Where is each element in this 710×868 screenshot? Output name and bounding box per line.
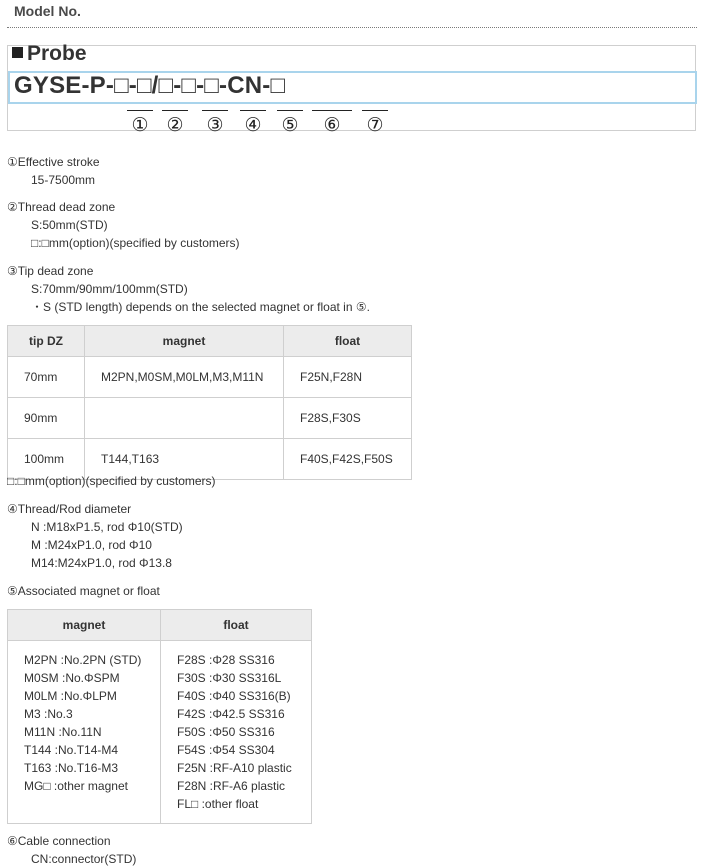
table-row xyxy=(8,398,412,439)
section-title: ⑤Associated magnet or float xyxy=(7,584,160,598)
model-code: GYSE-P-□-□/□-□-□-CN-□ xyxy=(14,72,286,99)
section-line: CN:connector(STD) xyxy=(31,852,137,866)
table-row xyxy=(8,641,312,824)
table-cell: 70mm xyxy=(8,357,85,398)
section-line: □:□mm(option)(specified by customers) xyxy=(7,474,216,488)
magnet-list-cell xyxy=(8,641,161,824)
list-item: T163 :No.T16-M3 xyxy=(24,761,119,775)
table-header-cell: magnet xyxy=(85,326,284,357)
float-list-cell xyxy=(161,641,312,824)
section-line: S:70mm/90mm/100mm(STD) xyxy=(31,282,188,296)
position-marker-7 xyxy=(362,110,388,136)
section-title: ⑥Cable connection xyxy=(7,834,111,848)
list-item: F42S :Φ42.5 SS316 xyxy=(177,707,285,721)
list-item: F40S :Φ40 SS316(B) xyxy=(177,689,291,703)
position-marker-5 xyxy=(277,110,303,136)
table-cell: T144,T163 xyxy=(85,439,284,480)
table-header-cell: float xyxy=(161,610,312,641)
position-label: ① xyxy=(131,114,149,136)
dotted-divider xyxy=(7,27,697,28)
table-cell: F25N,F28N xyxy=(284,357,412,398)
table-header-cell: tip DZ xyxy=(8,326,85,357)
section-cable-connection xyxy=(7,832,136,868)
table-row xyxy=(8,357,412,398)
list-item: FL□ :other float xyxy=(177,797,259,811)
section-title: ③Tip dead zone xyxy=(7,264,94,278)
list-item: F28N :RF-A6 plastic xyxy=(177,779,286,793)
section-line: S:50mm(STD) xyxy=(31,218,108,232)
section-line: □:□mm(option)(specified by customers) xyxy=(31,236,240,250)
section-line: M :M24xP1.0, rod Φ10 xyxy=(31,538,152,552)
section-line: N :M18xP1.5, rod Φ10(STD) xyxy=(31,520,183,534)
section-line: M14:M24xP1.0, rod Φ13.8 xyxy=(31,556,172,570)
section-associated-magnet-float xyxy=(7,582,160,600)
list-item: F30S :Φ30 SS316L xyxy=(177,671,282,685)
section-thread-rod-diameter xyxy=(7,500,183,572)
model-no-heading: Model No. xyxy=(14,3,81,19)
table-cell: F40S,F42S,F50S xyxy=(284,439,412,480)
table-cell: M2PN,M0SM,M0LM,M3,M11N xyxy=(85,357,284,398)
position-label: ⑤ xyxy=(281,114,299,136)
section-title: ④Thread/Rod diameter xyxy=(7,502,132,516)
table-cell: 100mm xyxy=(8,439,85,480)
tip-dead-zone-table xyxy=(7,325,412,480)
position-label: ④ xyxy=(244,114,262,136)
list-item: F50S :Φ50 SS316 xyxy=(177,725,275,739)
list-item: M2PN :No.2PN (STD) xyxy=(24,653,142,667)
position-marker-2 xyxy=(162,110,188,136)
position-marker-6 xyxy=(312,110,352,136)
list-item: T144 :No.T14-M4 xyxy=(24,743,119,757)
section-thread-dead-zone xyxy=(7,198,240,252)
magnet-float-table xyxy=(7,609,312,824)
list-item: F25N :RF-A10 plastic xyxy=(177,761,292,775)
position-marker-4 xyxy=(240,110,266,136)
list-item: M0LM :No.ΦLPM xyxy=(24,689,117,703)
probe-title-text: Probe xyxy=(27,42,87,65)
position-label: ③ xyxy=(206,114,224,136)
table-header-cell: magnet xyxy=(8,610,161,641)
section-note: ・S (STD length) depends on the selected magnet or float in ⑤. xyxy=(31,300,370,314)
list-item: MG□ :other magnet xyxy=(24,779,128,793)
list-item: F54S :Φ54 SS304 xyxy=(177,743,275,757)
position-label: ⑦ xyxy=(366,114,384,136)
position-label: ② xyxy=(166,114,184,136)
table-header-row xyxy=(8,610,312,641)
section-title: ②Thread dead zone xyxy=(7,200,116,214)
list-item: M0SM :No.ΦSPM xyxy=(24,671,120,685)
table-header-cell: float xyxy=(284,326,412,357)
position-label: ⑥ xyxy=(323,114,341,136)
table-header-row xyxy=(8,326,412,357)
list-item: F28S :Φ28 SS316 xyxy=(177,653,275,667)
section-tip-dead-zone xyxy=(7,262,370,316)
tip-option-note xyxy=(7,472,216,490)
table-cell: 90mm xyxy=(8,398,85,439)
list-item: M11N :No.11N xyxy=(24,725,102,739)
position-marker-3 xyxy=(202,110,228,136)
list-item: M3 :No.3 xyxy=(24,707,73,721)
section-effective-stroke xyxy=(7,153,100,189)
table-cell xyxy=(85,398,284,439)
table-cell: F28S,F30S xyxy=(284,398,412,439)
section-title: ①Effective stroke xyxy=(7,155,100,169)
section-line: 15-7500mm xyxy=(31,173,96,187)
probe-title xyxy=(12,42,87,66)
position-marker-1 xyxy=(127,110,153,136)
square-bullet-icon xyxy=(12,47,23,58)
